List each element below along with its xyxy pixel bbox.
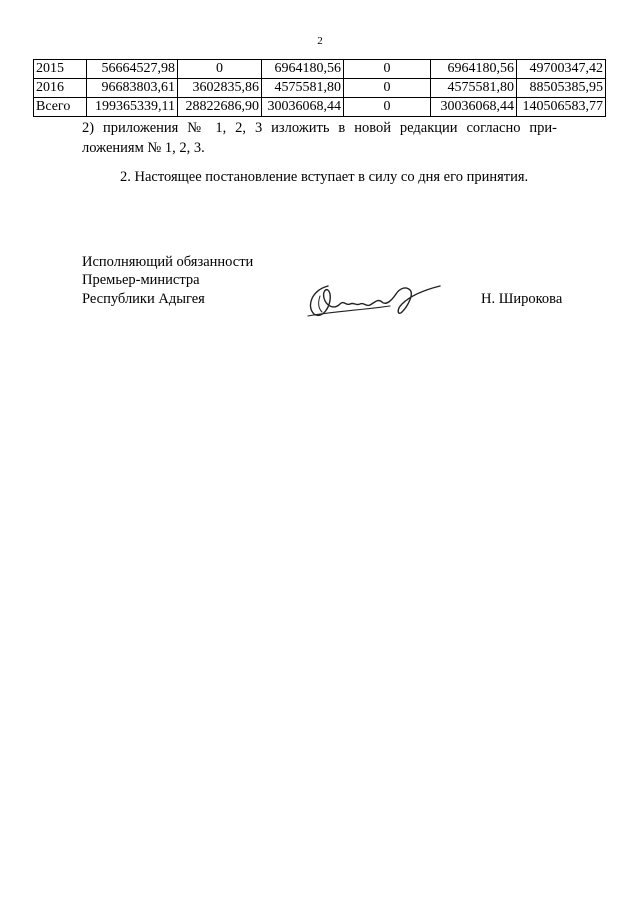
signatory-position-line-1: Исполняющий обязанности [82, 254, 254, 270]
table-cell: 30036068,44 [262, 98, 344, 117]
table-cell: 0 [178, 60, 262, 79]
table-body [34, 60, 606, 117]
table-cell: 4575581,80 [431, 79, 517, 98]
table-cell: 30036068,44 [431, 98, 517, 117]
table-cell: 28822686,90 [178, 98, 262, 117]
signatory-name: Н. Широкова [481, 291, 563, 307]
table-cell: 96683803,61 [87, 79, 178, 98]
table-cell: 49700347,42 [517, 60, 606, 79]
table-cell: 0 [344, 79, 431, 98]
table-cell-year: 2015 [34, 60, 87, 79]
table-row [34, 79, 606, 98]
paragraph-appendix-amendment-continued: ложениям № 1, 2, 3. [82, 140, 205, 156]
table-cell: 56664527,98 [87, 60, 178, 79]
table-cell: 0 [344, 60, 431, 79]
table-cell: 3602835,86 [178, 79, 262, 98]
budget-table [33, 59, 606, 117]
table-cell: 88505385,95 [517, 79, 606, 98]
table-row [34, 60, 606, 79]
table-cell: 199365339,11 [87, 98, 178, 117]
table-cell: 6964180,56 [431, 60, 517, 79]
signatory-position-line-3: Республики Адыгея [82, 291, 205, 307]
signatory-position-line-2: Премьер-министра [82, 272, 200, 288]
table-cell: 0 [344, 98, 431, 117]
handwritten-signature [300, 276, 450, 326]
table-cell-year: 2016 [34, 79, 87, 98]
table-cell: 4575581,80 [262, 79, 344, 98]
page-number: 2 [317, 35, 323, 47]
table-cell-year: Всего [34, 98, 87, 117]
table-cell: 6964180,56 [262, 60, 344, 79]
paragraph-effective-date: 2. Настоящее постановление вступает в силу со дня его принятия. [120, 169, 529, 185]
table-cell: 140506583,77 [517, 98, 606, 117]
paragraph-appendix-amendment: 2) приложения № 1, 2, 3 изложить в новой редакции согласно при- [82, 120, 557, 136]
table-row [34, 98, 606, 117]
